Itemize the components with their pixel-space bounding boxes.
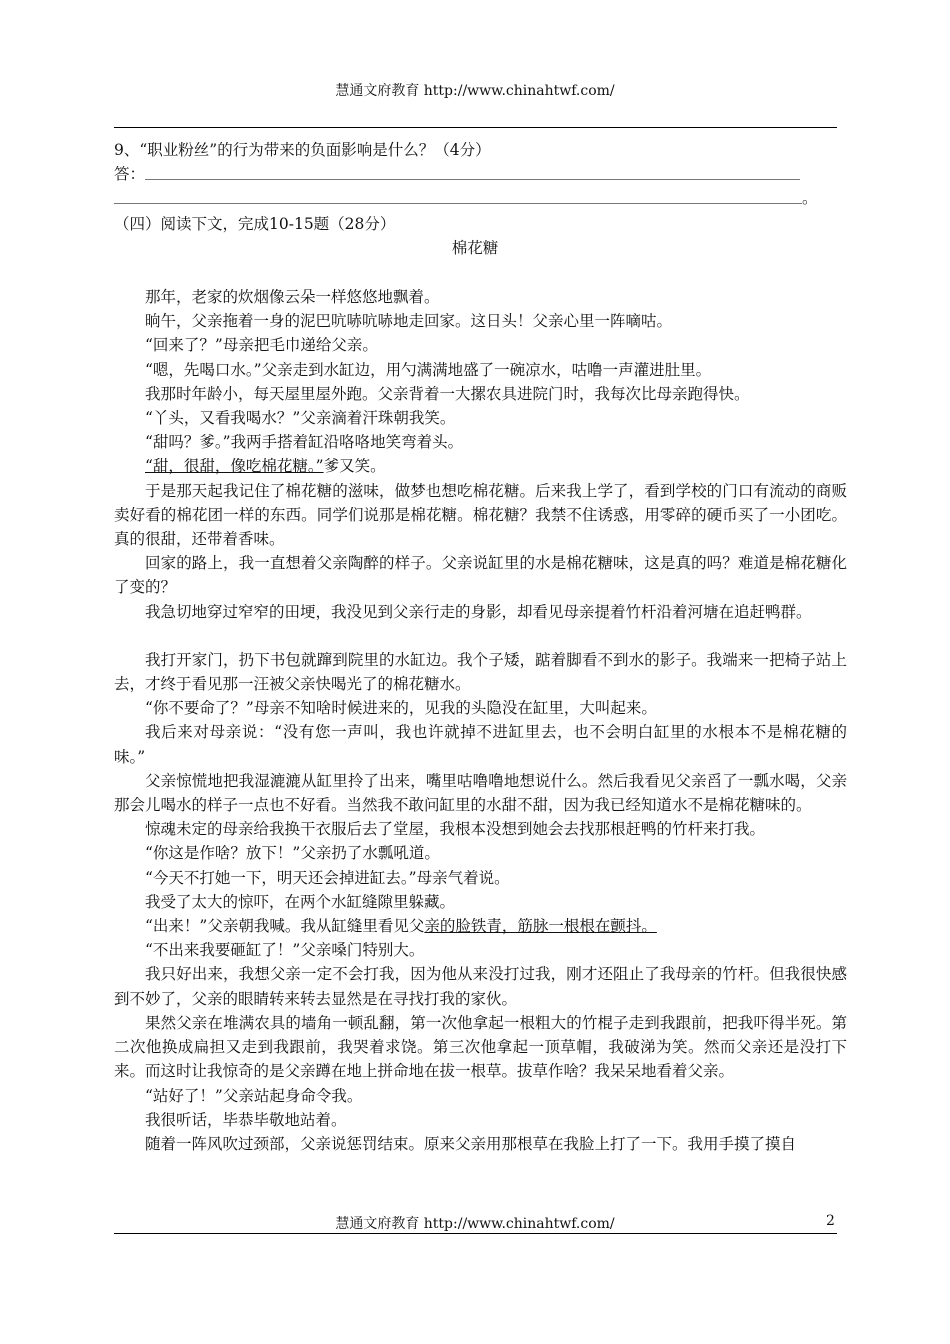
paragraph: 回家的路上，我一直想着父亲陶醉的样子。父亲说缸里的水是棉花糖味，这是真的吗？难道是棉花糖化了变的？: [114, 554, 847, 597]
sentence-rest: 爹又笑。: [323, 457, 386, 476]
question-9: [114, 138, 844, 210]
paragraph: 晌午，父亲拖着一身的泥巴吭哧吭哧地走回家。这日头！父亲心里一阵嘀咕。: [145, 312, 673, 331]
answer-blank-1: [145, 179, 800, 180]
page-number: 2: [826, 1213, 835, 1229]
underlined-sentence: “甜，很甜，像吃棉花糖。”: [145, 457, 324, 476]
paragraph: 父亲惊慌地把我湿漉漉从缸里拎了出来，嘴里咕噜噜地想说什么。然后我看见父亲舀了一瓢水喝，父亲那会儿喝水的样子一点也不好看。当然我不敢问缸里的水甜不甜，因为我已经知道水不是棉花糖味的。: [114, 771, 847, 815]
story-title: 棉花糖: [451, 239, 499, 257]
paragraph: “嗯，先喝口水。”父亲走到水缸边，用勺满满地盛了一碗凉水，咕噜一声灌进肚里。: [145, 360, 712, 379]
paragraph: [114, 454, 847, 478]
answer-line-1: [114, 162, 844, 186]
page-header: 慧通文府教育 http://www.chinahtwf.com/: [335, 83, 615, 99]
paragraph: 那年，老家的炊烟像云朵一样悠悠地飘着。: [145, 288, 440, 306]
answer-line-2: [114, 186, 844, 210]
paragraph: “站好了！”父亲站起身命令我。: [145, 1086, 363, 1105]
paragraph: 我那时年龄小，每天屋里屋外跑。父亲背着一大摞农具进院门时，我每次比母亲跑得快。: [145, 384, 750, 403]
section-4-heading: （四）阅读下文，完成10-15题（28分）: [114, 215, 396, 233]
paragraph: 于是那天起我记住了棉花糖的滋味，做梦也想吃棉花糖。后来我上学了，看到学校的门口有流动的商贩卖好看的棉花团一样的东西。同学们说那是棉花糖。棉花糖？我禁不住诱惑，用零碎的硬币买了一小团吃。真的很甜，还带着香味。: [114, 481, 847, 549]
paragraph: “甜吗？爹。”我两手搭着缸沿咯咯地笑弯着头。: [145, 433, 464, 452]
answer-label: 答：: [114, 165, 146, 183]
paragraph: 我只好出来，我想父亲一定不会打我，因为他从来没打过我，刚才还阻止了我母亲的竹杆。但我很快感到不妙了，父亲的眼睛转来转去显然是在寻找打我的家伙。: [114, 965, 847, 1008]
paragraph: “今天不打她一下，明天还会掉进缸去。”母亲气着说。: [145, 868, 510, 887]
answer-end-mark: 。: [802, 189, 818, 207]
paragraph: “不出来我要砸缸了！”父亲嗓门特别大。: [145, 941, 425, 960]
answer-blank-2: [114, 203, 802, 204]
paragraph: “你不要命了？”母亲不知啥时候进来的，见我的头隐没在缸里，大叫起来。: [145, 699, 657, 718]
paragraph: “丫头，又看我喝水？”父亲滴着汗珠朝我笑。: [145, 409, 456, 428]
story-body: [114, 285, 847, 1156]
paragraph: 惊魂未定的母亲给我换干衣服后去了堂屋，我根本没想到她会去找那根赶鸭的竹杆来打我。: [145, 820, 766, 839]
question-9-prompt: 9、“职业粉丝”的行为带来的负面影响是什么？（4分）: [114, 141, 491, 159]
paragraph: 我很听话，毕恭毕敬地站着。: [145, 1110, 347, 1129]
paragraph: 我受了太大的惊吓，在两个水缸缝隙里躲藏。: [145, 892, 456, 911]
paragraph: 我急切地穿过窄窄的田埂，我没见到父亲行走的身影，却看见母亲提着竹杆沿着河塘在追赶鸭群。: [145, 602, 812, 621]
paragraph: 果然父亲在堆满农具的墙角一顿乱翻，第一次他拿起一根粗大的竹棍子走到我跟前，把我吓得半死。第二次他换成扁担又走到我跟前，我哭着求饶。第三次他拿起一顶草帽，我破涕为笑。然而父亲还是没打下来。而这时让我惊奇的是父亲蹲在地上拼命地在拔一根草。拔草作啥？我呆呆地看着父亲。: [114, 1013, 847, 1081]
page-footer: 慧通文府教育 http://www.chinahtwf.com/: [335, 1216, 615, 1232]
paragraph: 我后来对母亲说：“没有您一声叫，我也许就掉不进缸里去，也不会明白缸里的水根本不是棉花糖的味。”: [114, 723, 847, 766]
footer-divider: [114, 1233, 837, 1234]
paragraph: 我打开家门，扔下书包就蹿到院里的水缸边。我个子矮，踮着脚看不到水的影子。我端来一把椅子站上去，才终于看见那一汪被父亲快喝光了的棉花糖水。: [114, 650, 847, 694]
paragraph: “你这是作啥？放下！”父亲扔了水瓢吼道。: [145, 844, 440, 863]
paragraph: “回来了？”母亲把毛巾递给父亲。: [145, 336, 378, 355]
paragraph: 随着一阵风吹过颈部，父亲说惩罚结束。原来父亲用那根草在我脸上打了一下。我用手摸了摸自: [145, 1134, 797, 1153]
underlined-sentence: 亲的脸铁青，筋脉一根根在颤抖。: [424, 917, 657, 936]
header-divider: [114, 127, 837, 128]
paragraph: [114, 914, 847, 938]
sentence-start: “出来！”父亲朝我喊。我从缸缝里看见父: [145, 917, 425, 936]
